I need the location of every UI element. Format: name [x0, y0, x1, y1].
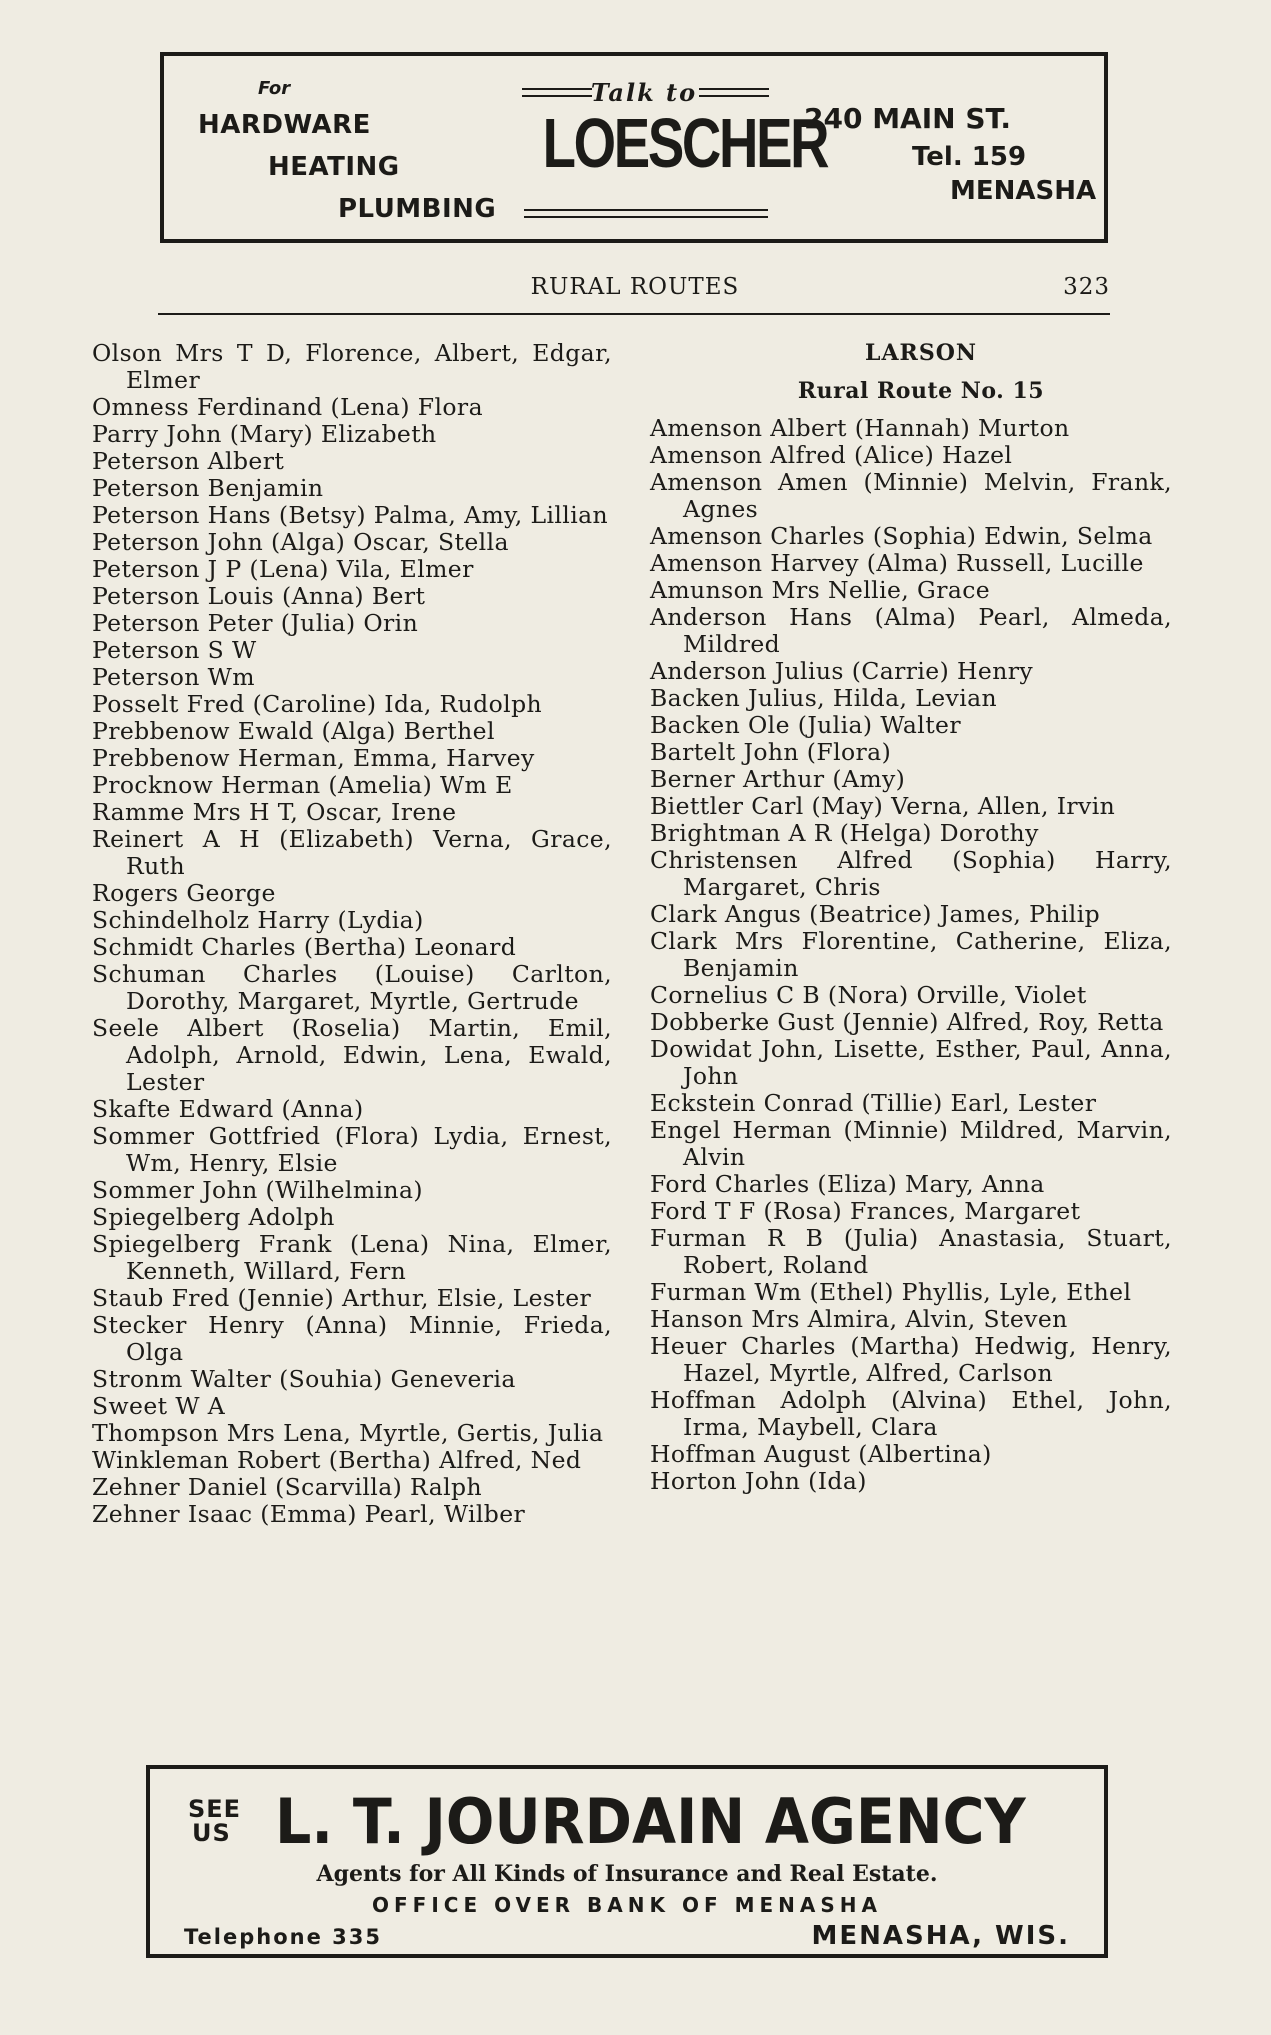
list-item: Peterson Hans (Betsy) Palma, Amy, Lillian	[92, 501, 609, 529]
loescher-advertisement	[160, 52, 1108, 243]
list-item: Omness Ferdinand (Lena) Flora	[92, 393, 483, 421]
list-item: Prebbenow Ewald (Alga) Berthel	[92, 717, 495, 745]
list-item: Amenson Charles (Sophia) Edwin, Selma	[650, 522, 1153, 550]
list-item: Ford T F (Rosa) Frances, Margaret	[650, 1197, 1081, 1225]
list-item: Christensen Alfred (Sophia) Harry, Margaret, Chris	[650, 846, 1172, 901]
list-item: Ramme Mrs H T, Oscar, Irene	[92, 798, 457, 826]
list-item: Schindelholz Harry (Lydia)	[92, 906, 424, 934]
list-item: Dowidat John, Lisette, Esther, Paul, Anna, John	[650, 1035, 1172, 1090]
ad-us: US	[192, 1819, 231, 1847]
ad-service-heating: HEATING	[268, 152, 400, 182]
list-item: Reinert A H (Elizabeth) Verna, Grace, Ruth	[92, 825, 612, 880]
list-item: Staub Fred (Jennie) Arthur, Elsie, Lester	[92, 1284, 592, 1312]
ad-address: 240 MAIN ST.	[804, 102, 1011, 135]
ad-location: MENASHA, WIS.	[811, 1921, 1070, 1951]
list-item: Eckstein Conrad (Tillie) Earl, Lester	[650, 1089, 1097, 1117]
list-item: Biettler Carl (May) Verna, Allen, Irvin	[650, 792, 1116, 820]
right-column	[650, 340, 1172, 1495]
ad-service-plumbing: PLUMBING	[338, 194, 497, 224]
list-item: Peterson S W	[92, 636, 257, 664]
list-item: Rogers George	[92, 879, 276, 907]
list-item: Cornelius C B (Nora) Orville, Violet	[650, 981, 1087, 1009]
list-item: Sommer John (Wilhelmina)	[92, 1176, 423, 1204]
page-title: RURAL ROUTES	[530, 274, 740, 300]
list-item: Anderson Julius (Carrie) Henry	[650, 657, 1034, 685]
section-heading: LARSON	[865, 340, 977, 366]
ad-see: SEE	[188, 1795, 242, 1823]
header-divider	[158, 313, 1110, 315]
list-item: Amenson Albert (Hannah) Murton	[650, 414, 1070, 442]
list-item: Spiegelberg Frank (Lena) Nina, Elmer, Kenneth, Willard, Fern	[92, 1230, 612, 1285]
list-item: Winkleman Robert (Bertha) Alfred, Ned	[92, 1446, 582, 1474]
jourdain-agency-advertisement	[146, 1765, 1108, 1958]
list-item: Amunson Mrs Nellie, Grace	[650, 576, 991, 604]
list-item: Seele Albert (Roselia) Martin, Emil, Adolph, Arnold, Edwin, Lena, Ewald, Lester	[92, 1014, 612, 1096]
ad-rule	[699, 88, 769, 97]
left-column	[92, 340, 612, 1528]
list-item: Schmidt Charles (Bertha) Leonard	[92, 933, 517, 961]
list-item: Sommer Gottfried (Flora) Lydia, Ernest, Wm, Henry, Elsie	[92, 1122, 612, 1177]
ad-for-label: For	[258, 78, 291, 99]
list-item: Peterson Wm	[92, 663, 255, 691]
list-item: Anderson Hans (Alma) Pearl, Almeda, Mildred	[650, 603, 1172, 658]
list-item: Zehner Isaac (Emma) Pearl, Wilber	[92, 1500, 526, 1528]
list-item: Furman R B (Julia) Anastasia, Stuart, Robert, Roland	[650, 1224, 1172, 1279]
ad-service-hardware: HARDWARE	[198, 110, 371, 140]
list-item: Clark Angus (Beatrice) James, Philip	[650, 900, 1101, 928]
list-item: Peterson J P (Lena) Vila, Elmer	[92, 555, 474, 583]
list-item: Bartelt John (Flora)	[650, 738, 892, 766]
list-item: Thompson Mrs Lena, Myrtle, Gertis, Julia	[92, 1419, 604, 1447]
page-number: 323	[1063, 274, 1110, 300]
list-item: Prebbenow Herman, Emma, Harvey	[92, 744, 535, 772]
list-item: Procknow Herman (Amelia) Wm E	[92, 771, 513, 799]
list-item: Peterson Louis (Anna) Bert	[92, 582, 426, 610]
list-item: Parry John (Mary) Elizabeth	[92, 420, 437, 448]
list-item: Backen Julius, Hilda, Levian	[650, 684, 998, 712]
list-item: Hoffman August (Albertina)	[650, 1440, 992, 1468]
list-item: Brightman A R (Helga) Dorothy	[650, 819, 1039, 847]
list-item: Backen Ole (Julia) Walter	[650, 711, 961, 739]
ad-brand-name: LOESCHER	[542, 104, 828, 182]
list-item: Stronm Walter (Souhia) Geneveria	[92, 1365, 516, 1393]
list-item: Hanson Mrs Almira, Alvin, Steven	[650, 1305, 1068, 1333]
route-subheading: Rural Route No. 15	[797, 378, 1045, 404]
ad-see-us	[188, 1797, 241, 1845]
list-item: Ford Charles (Eliza) Mary, Anna	[650, 1170, 1045, 1198]
list-item: Clark Mrs Florentine, Catherine, Eliza, Benjamin	[650, 927, 1172, 982]
list-item: Schuman Charles (Louise) Carlton, Dorothy, Margaret, Myrtle, Gertrude	[92, 960, 612, 1015]
list-item: Peterson Peter (Julia) Orin	[92, 609, 419, 637]
list-item: Skafte Edward (Anna)	[92, 1095, 364, 1123]
list-item: Furman Wm (Ethel) Phyllis, Lyle, Ethel	[650, 1278, 1132, 1306]
list-item: Horton John (Ida)	[650, 1467, 867, 1495]
list-item: Peterson John (Alga) Oscar, Stella	[92, 528, 509, 556]
ad-tagline: Agents for All Kinds of Insurance and Real Estate.	[316, 1861, 938, 1887]
ad-talk-to: Talk to	[590, 78, 698, 107]
list-item: Sweet W A	[92, 1392, 226, 1420]
ad-telephone: Tel. 159	[912, 142, 1027, 172]
list-item: Hoffman Adolph (Alvina) Ethel, John, Irma, Maybell, Clara	[650, 1386, 1172, 1441]
list-item: Zehner Daniel (Scarvilla) Ralph	[92, 1473, 482, 1501]
list-item: Dobberke Gust (Jennie) Alfred, Roy, Retta	[650, 1008, 1164, 1036]
list-item: Spiegelberg Adolph	[92, 1203, 335, 1231]
list-item: Stecker Henry (Anna) Minnie, Frieda, Olga	[92, 1311, 612, 1366]
ad-agency-name: L. T. JOURDAIN AGENCY	[275, 1785, 1026, 1858]
list-item: Engel Herman (Minnie) Mildred, Marvin, Alvin	[650, 1116, 1172, 1171]
list-item: Heuer Charles (Martha) Hedwig, Henry, Hazel, Myrtle, Alfred, Carlson	[650, 1332, 1172, 1387]
list-item: Olson Mrs T D, Florence, Albert, Edgar, Elmer	[92, 339, 612, 394]
ad-rule	[524, 209, 768, 218]
ad-city: MENASHA	[950, 176, 1097, 206]
list-item: Berner Arthur (Amy)	[650, 765, 906, 793]
list-item: Amenson Harvey (Alma) Russell, Lucille	[650, 549, 1144, 577]
list-item: Amenson Amen (Minnie) Melvin, Frank, Agnes	[650, 468, 1172, 523]
ad-office: OFFICE OVER BANK OF MENASHA	[372, 1893, 882, 1917]
list-item: Peterson Benjamin	[92, 474, 324, 502]
list-item: Posselt Fred (Caroline) Ida, Rudolph	[92, 690, 543, 718]
list-item: Amenson Alfred (Alice) Hazel	[650, 441, 1013, 469]
ad-telephone: Telephone 335	[184, 1925, 382, 1949]
list-item: Peterson Albert	[92, 447, 285, 475]
